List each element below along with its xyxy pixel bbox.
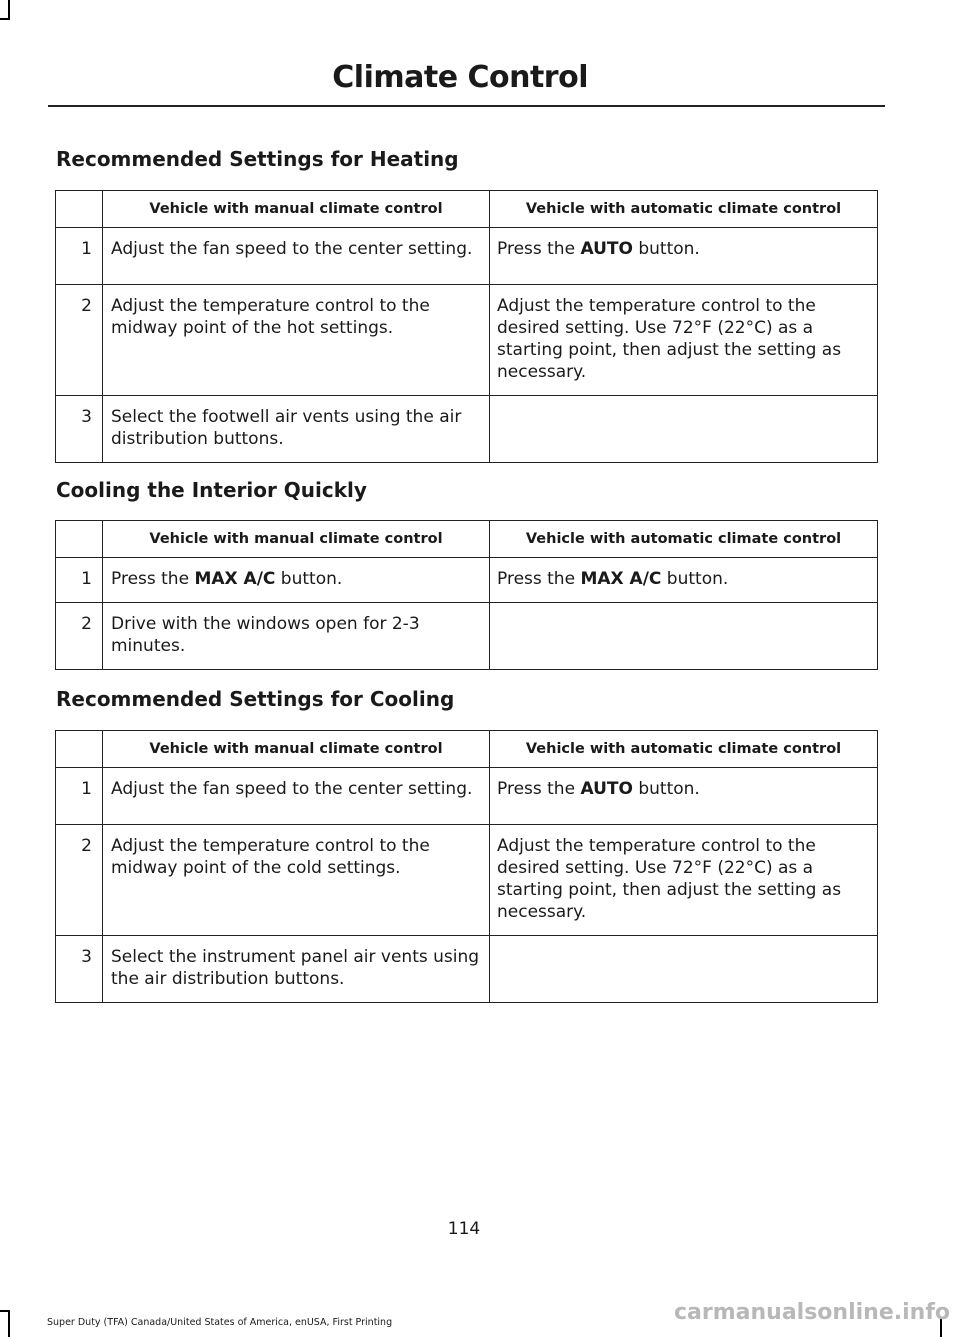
manual-step-text: Drive with the windows open for 2-3 minutes. (103, 603, 490, 670)
crop-mark (0, 18, 10, 20)
manual-step-text: Adjust the fan speed to the center setting. (103, 228, 490, 285)
column-header-manual: Vehicle with manual climate control (103, 521, 490, 558)
automatic-step-text (490, 603, 878, 670)
watermark: carmanualsonline.info (674, 1300, 950, 1325)
crop-mark (8, 1310, 10, 1337)
column-header-manual: Vehicle with manual climate control (103, 731, 490, 768)
manual-step-text: Adjust the fan speed to the center setting. (103, 768, 490, 825)
manual-step-text: Select the instrument panel air vents using the air distribution buttons. (103, 936, 490, 1003)
column-header-automatic: Vehicle with automatic climate control (490, 521, 878, 558)
manual-step-text: Adjust the temperature control to the midway point of the cold settings. (103, 825, 490, 936)
table-row (56, 768, 878, 825)
column-header-manual: Vehicle with manual climate control (103, 191, 490, 228)
manual-step-text: Press the MAX A/C button. (103, 558, 490, 603)
table-header-row (56, 191, 878, 228)
button-keyword: MAX A/C (580, 569, 662, 589)
column-header-number (56, 521, 103, 558)
table-row (56, 558, 878, 603)
table-row (56, 936, 878, 1003)
header-divider (48, 105, 885, 107)
table-row (56, 228, 878, 285)
section-heading-heating: Recommended Settings for Heating (56, 147, 459, 171)
column-header-number (56, 191, 103, 228)
button-keyword: AUTO (580, 779, 633, 799)
automatic-step-text: Press the AUTO button. (490, 768, 878, 825)
automatic-step-text (490, 936, 878, 1003)
page-number: 114 (447, 1219, 481, 1239)
table-row (56, 396, 878, 463)
manual-step-text: Select the footwell air vents using the air distribution buttons. (103, 396, 490, 463)
table-row (56, 603, 878, 670)
step-number: 2 (56, 285, 103, 396)
step-number: 3 (56, 936, 103, 1003)
button-keyword: MAX A/C (194, 569, 276, 589)
step-number: 1 (56, 768, 103, 825)
table-row (56, 285, 878, 396)
page-title: Climate Control (332, 60, 588, 95)
manual-step-text: Adjust the temperature control to the midway point of the hot settings. (103, 285, 490, 396)
automatic-step-text (490, 396, 878, 463)
footer-text: Super Duty (TFA) Canada/United States of America, enUSA, First Printing (47, 1317, 393, 1328)
table-header-row (56, 731, 878, 768)
cooling-settings-table (55, 730, 878, 1003)
section-heading-cooling-quickly: Cooling the Interior Quickly (56, 478, 367, 502)
automatic-step-text: Press the MAX A/C button. (490, 558, 878, 603)
column-header-automatic: Vehicle with automatic climate control (490, 731, 878, 768)
table-row (56, 825, 878, 936)
automatic-step-text: Adjust the temperature control to the desired setting. Use 72°F (22°C) as a starting point, then adjust the setting as necessary. (490, 825, 878, 936)
crop-mark (0, 1310, 10, 1312)
step-number: 2 (56, 825, 103, 936)
button-keyword: AUTO (580, 239, 633, 259)
automatic-step-text: Adjust the temperature control to the desired setting. Use 72°F (22°C) as a starting point, then adjust the setting as necessary. (490, 285, 878, 396)
table-header-row (56, 521, 878, 558)
section-heading-cooling: Recommended Settings for Cooling (56, 687, 455, 711)
quick-cooling-table (55, 520, 878, 670)
crop-mark (8, 0, 10, 20)
step-number: 1 (56, 228, 103, 285)
column-header-automatic: Vehicle with automatic climate control (490, 191, 878, 228)
step-number: 1 (56, 558, 103, 603)
automatic-step-text: Press the AUTO button. (490, 228, 878, 285)
step-number: 2 (56, 603, 103, 670)
step-number: 3 (56, 396, 103, 463)
heating-settings-table (55, 190, 878, 463)
column-header-number (56, 731, 103, 768)
